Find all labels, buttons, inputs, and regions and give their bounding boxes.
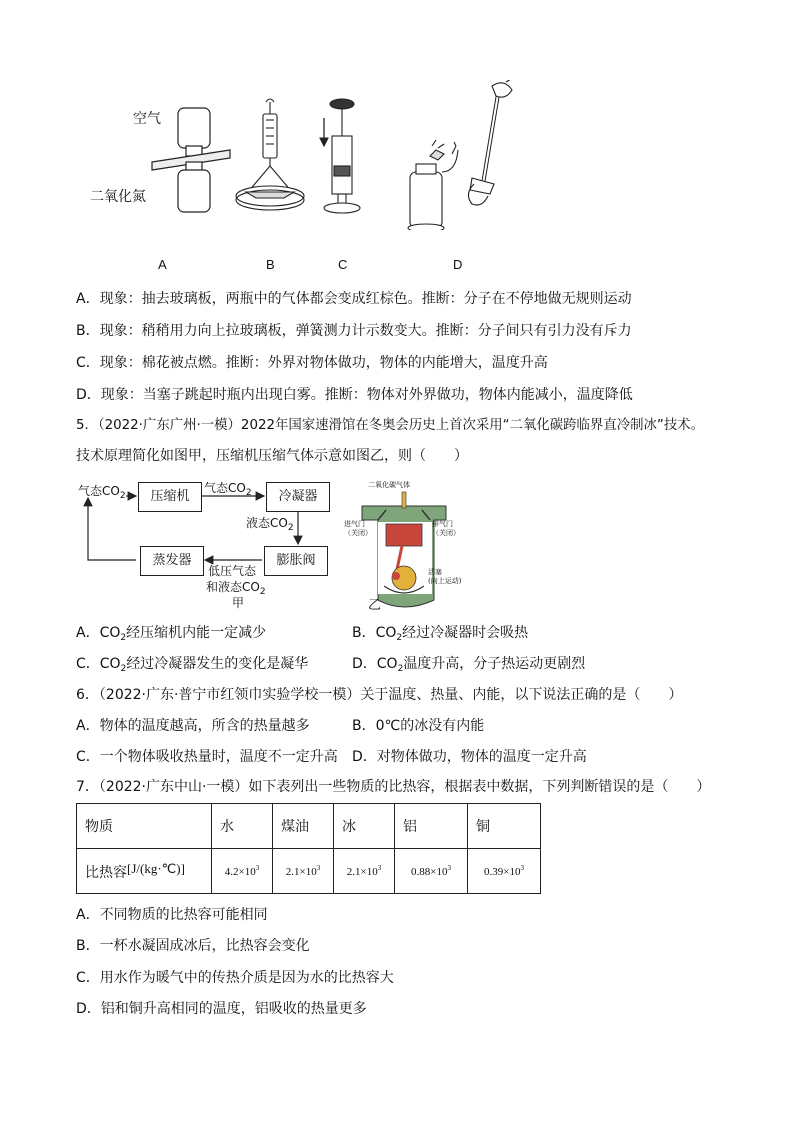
bottle-pump: [408, 80, 516, 230]
q6-option-b: B．0℃的冰没有内能: [352, 718, 485, 734]
flow-box-expansion-valve: 膨胀阀: [264, 546, 328, 576]
q7-option-c: C．用水作为暖气中的传热介质是因为水的比热容大: [76, 970, 394, 986]
figure-letter-b: B: [266, 257, 275, 272]
q7-option-d: D．铝和铜升高相同的温度，铝吸收的热量更多: [76, 1001, 367, 1017]
figure-letter-a: A: [158, 257, 167, 272]
q4-option-a: A．现象：抽去玻璃板，两瓶中的气体都会变成红棕色。推断：分子在不停地做无规则运动: [76, 291, 632, 307]
intake-valve-label: 进气门 （关闭）: [344, 520, 372, 537]
figure-letter-c: C: [338, 257, 348, 272]
q4-option-b: B．现象：稍稍用力向上拉玻璃板，弹簧测力计示数变大。推断：分子间只有引力没有斥力: [76, 323, 632, 339]
flow-label-low-pressure-1: 低压气态: [208, 564, 257, 578]
label-no2: 二氧化氮: [90, 189, 146, 205]
table-header-cell: 铝: [395, 804, 468, 849]
fire-syringe: [320, 99, 360, 213]
table-cell: $2.1\times 10^3$: [273, 849, 334, 894]
flow-diagram-jia: [72, 476, 352, 611]
piston-figure-yi: [344, 478, 462, 613]
piston-top-label: 二氧化碳气体: [368, 481, 410, 489]
table-header-cell: 铜: [468, 804, 541, 849]
table-cell: $4.2\times 10^3$: [212, 849, 273, 894]
flow-box-condenser: 冷凝器: [266, 482, 330, 512]
figure-letter-d: D: [453, 257, 463, 272]
q5-option-a: A．$CO_2$经压缩机内能一定减少: [76, 625, 267, 643]
specific-heat-table: [76, 803, 541, 894]
q4-option-c: C．现象：棉花被点燃。推断：外界对物体做功，物体的内能增大，温度升高: [76, 355, 548, 371]
table-row-label: 比热容[J/(kg·℃)]: [77, 849, 212, 894]
figure-q4-apparatus: [80, 80, 540, 275]
piston-label: 活塞 (向上运动): [428, 568, 462, 585]
unit-label: [J/(kg·℃)]: [127, 860, 185, 876]
flow-box-compressor: 压缩机: [138, 482, 202, 512]
spring-scale-plate: [236, 99, 304, 210]
flow-label-gas-mid: 气态$CO_2$: [204, 481, 252, 498]
q5-stem-line1: 5．（2022·广东广州·一模）2022年国家速滑馆在冬奥会历史上首次采用“二氧化碳跨临界直冷制冰”技术。: [76, 418, 704, 433]
flow-label-gas-in: 气态$CO_2$: [78, 484, 126, 501]
table-row: [77, 849, 541, 894]
q5-option-c: C．$CO_2$经过冷凝器发生的变化是凝华: [76, 656, 309, 674]
diffusion-bottles: [152, 108, 230, 212]
table-header-row: [77, 804, 541, 849]
table-cell: $0.88\times 10^3$: [395, 849, 468, 894]
label-air: 空气: [133, 111, 161, 127]
q4-option-d: D．现象：当塞子跳起时瓶内出现白雾。推断：物体对外界做功，物体内能减小，温度降低: [76, 387, 633, 403]
q5-option-d: D．$CO_2$温度升高，分子热运动更剧烈: [352, 656, 586, 674]
q5-option-b: B．$CO_2$经过冷凝器时会吸热: [352, 625, 529, 643]
q7-option-a: A．不同物质的比热容可能相同: [76, 907, 268, 923]
q5-stem-line2: 技术原理简化如图甲，压缩机压缩气体示意如图乙，则（ ）: [76, 448, 468, 464]
apparatus-drawing: [80, 80, 540, 230]
flow-box-evaporator: 蒸发器: [140, 546, 204, 576]
exhaust-valve-label: 排气门 （关闭）: [432, 520, 460, 537]
q6-option-a: A．物体的温度越高，所含的热量越多: [76, 718, 310, 734]
flow-label-jia: 甲: [232, 596, 245, 610]
table-cell: $2.1\times 10^3$: [334, 849, 395, 894]
piston-label-yi: 乙: [368, 598, 382, 613]
flow-label-liquid: 液态$CO_2$: [246, 516, 294, 533]
q7-stem: 7．（2022·广东中山·一模）如下表列出一些物质的比热容，根据表中数据，下列判断错误的是（ ）: [76, 779, 711, 795]
table-header-cell: 物质: [77, 804, 212, 849]
table-cell: $0.39\times 10^3$: [468, 849, 541, 894]
table-header-cell: 水: [212, 804, 273, 849]
q6-option-d: D．对物体做功，物体的温度一定升高: [352, 749, 587, 765]
q6-stem: 6．（2022·广东·普宁市红领巾实验学校一模）关于温度、热量、内能，以下说法正确的是（ ）: [76, 687, 683, 703]
table-header-cell: 煤油: [273, 804, 334, 849]
flow-label-low-pressure-2: 和液态$CO_2$: [206, 580, 266, 597]
table-header-cell: 冰: [334, 804, 395, 849]
piston-drawing: [356, 478, 452, 612]
q6-option-c: C．一个物体吸收热量时，温度不一定升高: [76, 749, 338, 765]
q7-option-b: B．一杯水凝固成冰后，比热容会变化: [76, 938, 310, 954]
